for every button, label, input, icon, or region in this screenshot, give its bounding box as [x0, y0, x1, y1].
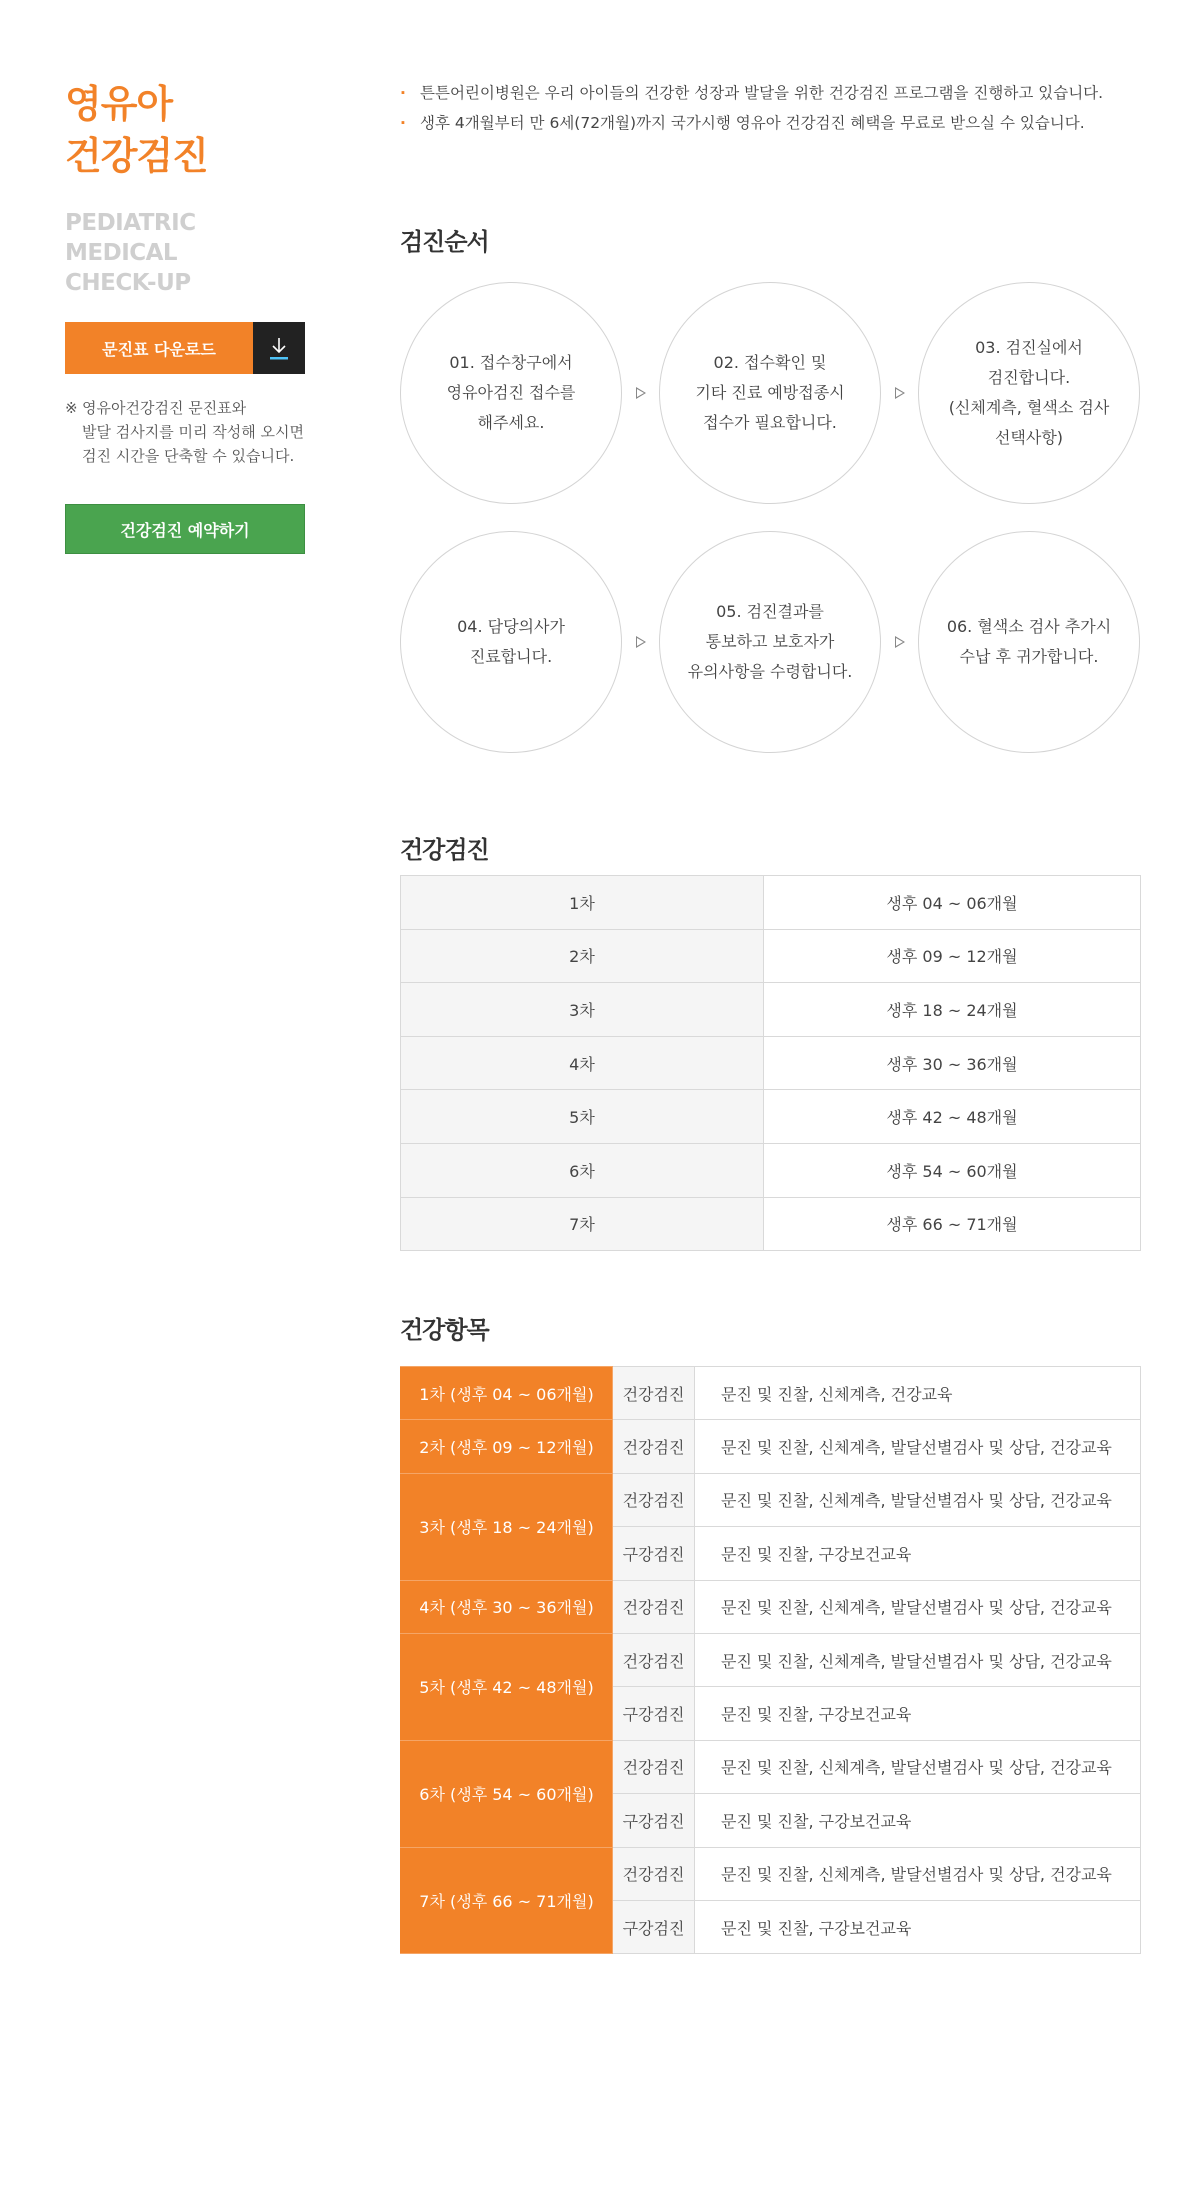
table-row: 5차 (생후 42 ~ 48개월) 건강검진 문진 및 진찰, 신체계측, 발달선별검사 및 상담, 건강교육 [401, 1633, 1141, 1686]
process-step-4: 04. 담당의사가 진료합니다. [400, 531, 622, 753]
process-step-2: 02. 접수확인 및 기타 진료 예방접종시 접수가 필요합니다. [659, 282, 881, 504]
table-row: 구강검진 문진 및 진찰, 구강보건교육 [401, 1527, 1141, 1580]
table-row: 구강검진 문진 및 진찰, 구강보건교육 [401, 1794, 1141, 1847]
intro-item: · 튼튼어린이병원은 우리 아이들의 건강한 성장과 발달을 위한 건강검진 프로그램을 진행하고 있습니다. [400, 78, 1140, 108]
process-title: 검진순서 [400, 228, 489, 256]
table-row: 6차 (생후 54 ~ 60개월) 건강검진 문진 및 진찰, 신체계측, 발달선별검사 및 상담, 건강교육 [401, 1740, 1141, 1793]
process-step-6: 06. 혈색소 검사 추가시 수납 후 귀가합니다. [918, 531, 1140, 753]
table-row: 3차 (생후 18 ~ 24개월) 건강검진 문진 및 진찰, 신체계측, 발달선별검사 및 상담, 건강교육 [401, 1473, 1141, 1526]
intro-item: · 생후 4개월부터 만 6세(72개월)까지 국가시행 영유아 건강검진 혜택을 무료로 받으실 수 있습니다. [400, 108, 1140, 138]
table-row: 4차 (생후 30 ~ 36개월) 건강검진 문진 및 진찰, 신체계측, 발달선별검사 및 상담, 건강교육 [401, 1580, 1141, 1633]
intro-list [400, 78, 1140, 138]
items-title: 건강항목 [400, 1316, 489, 1344]
step-arrow-icon [895, 387, 905, 399]
table-row: 2차 생후 09 ~ 12개월 [401, 929, 1141, 983]
reserve-checkup-button[interactable]: 건강검진 예약하기 [65, 504, 305, 554]
note-mark: ※ [65, 399, 78, 417]
step-arrow-icon [895, 636, 905, 648]
table-row: 구강검진 문진 및 진찰, 구강보건교육 [401, 1900, 1141, 1953]
table-row: 7차 (생후 66 ~ 71개월) 건강검진 문진 및 진찰, 신체계측, 발달선별검사 및 상담, 건강교육 [401, 1847, 1141, 1900]
table-row: 5차 생후 42 ~ 48개월 [401, 1090, 1141, 1144]
schedule-table [400, 875, 1141, 1251]
sidebar [65, 78, 305, 554]
download-icon[interactable] [253, 322, 305, 374]
page-title: 영유아 건강검진 [65, 82, 208, 178]
download-button-label: 문진표 다운로드 [65, 322, 253, 374]
process-step-5: 05. 검진결과를 통보하고 보호자가 유의사항을 수령합니다. [659, 531, 881, 753]
table-row: 1차 생후 04 ~ 06개월 [401, 876, 1141, 930]
questionnaire-note [65, 396, 305, 468]
items-table [400, 1366, 1141, 1954]
process-step-1: 01. 접수창구에서 영유아검진 접수를 해주세요. [400, 282, 622, 504]
table-row: 6차 생후 54 ~ 60개월 [401, 1143, 1141, 1197]
table-row: 7차 생후 66 ~ 71개월 [401, 1197, 1141, 1251]
table-row: 구강검진 문진 및 진찰, 구강보건교육 [401, 1687, 1141, 1740]
page-subtitle: PEDIATRIC MEDICAL CHECK-UP [65, 210, 196, 296]
table-row: 4차 생후 30 ~ 36개월 [401, 1036, 1141, 1090]
download-questionnaire-button[interactable] [65, 322, 305, 374]
table-row: 3차 생후 18 ~ 24개월 [401, 983, 1141, 1037]
schedule-title: 건강검진 [400, 836, 489, 864]
note-text: 영유아건강검진 문진표와 발달 검사지를 미리 작성해 오시면 검진 시간을 단축할 수 있습니다. [82, 399, 304, 465]
step-arrow-icon [636, 636, 646, 648]
table-row: 2차 (생후 09 ~ 12개월) 건강검진 문진 및 진찰, 신체계측, 발달선별검사 및 상담, 건강교육 [401, 1420, 1141, 1473]
table-row: 1차 (생후 04 ~ 06개월) 건강검진 문진 및 진찰, 신체계측, 건강교육 [401, 1367, 1141, 1420]
step-arrow-icon [636, 387, 646, 399]
process-step-3: 03. 검진실에서 검진합니다. (신체계측, 혈색소 검사 선택사항) [918, 282, 1140, 504]
